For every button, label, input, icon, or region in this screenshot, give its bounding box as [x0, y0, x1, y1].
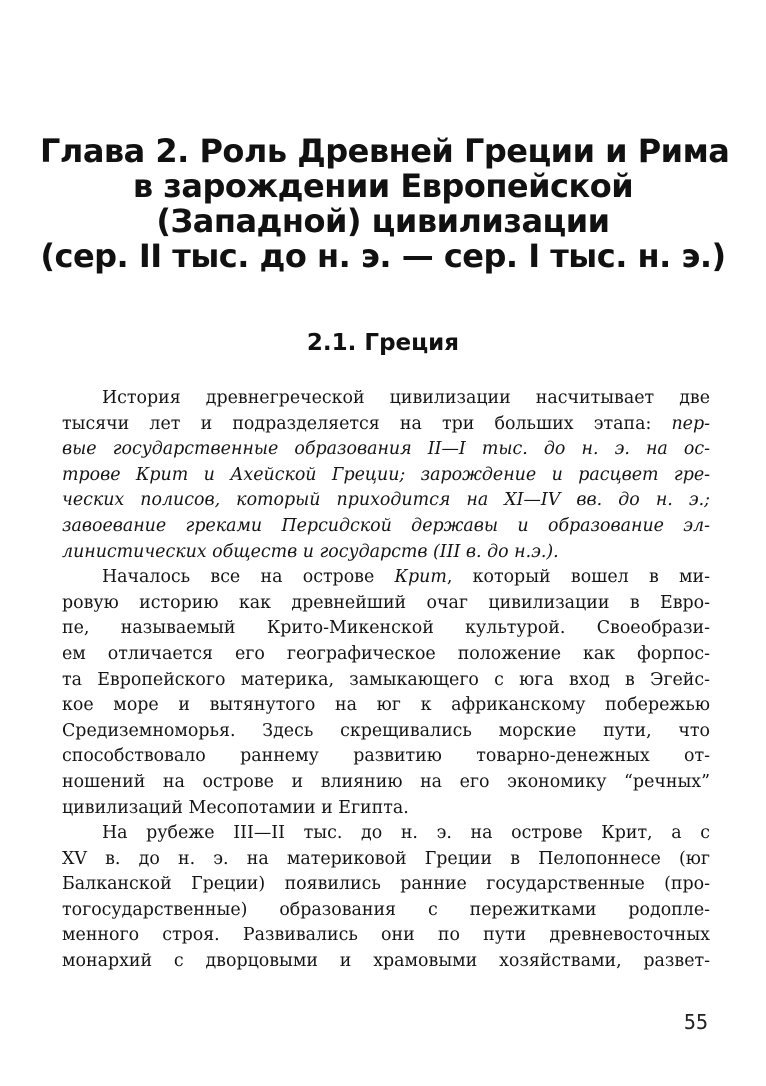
text-line: [62, 898, 710, 924]
text-span: Балканской Греции) появились ранние государственные (про-: [62, 874, 710, 895]
text-line: [62, 923, 710, 949]
text-line: [62, 693, 710, 719]
text-line: [62, 565, 710, 591]
text-line: [62, 437, 710, 463]
text-line: [62, 872, 710, 898]
italic-span: Крит: [394, 567, 447, 588]
italic-span: ческих полисов, который приходится на XI—IV вв. до н. э.;: [62, 490, 710, 511]
chapter-title-line: (Западной) цивилизации: [156, 202, 610, 240]
text-line: [62, 847, 710, 873]
text-line: [62, 412, 710, 438]
text-span: На рубеже III—II тыс. до н. э. на острове Крит, а с: [102, 823, 710, 844]
text-span: кое море и вытянутого на юг к африканскому побережью: [62, 695, 710, 716]
text-span: ем отличается его географическое положение как форпос-: [62, 643, 710, 664]
italic-span: трове Крит и Ахейской Греции; зарождение и расцвет гре-: [62, 464, 710, 485]
text-span: История древнегреческой цивилизации насчитывает две: [102, 388, 710, 408]
text-line: [62, 949, 710, 975]
text-line: [62, 386, 710, 412]
page-number: 55: [683, 1010, 708, 1034]
body-text: [62, 386, 710, 975]
text-span: менного строя. Развивались они по пути древневосточных: [62, 925, 710, 946]
text-span: ношений на острове и влиянию на его экономику “речных”: [62, 771, 710, 792]
text-span: та Европейского материка, замыкающего с юга вход в Эгейс-: [62, 669, 710, 690]
text-span: Средиземноморья. Здесь скрещивались морские пути, что: [62, 720, 710, 741]
text-line: [62, 821, 710, 847]
text-span: Началось все на острове: [102, 567, 395, 588]
text-line: [62, 514, 710, 540]
text-line: [62, 616, 710, 642]
text-line: [62, 642, 710, 668]
text-line: [62, 796, 710, 822]
text-span: XV в. до н. э. на материковой Греции в Пелопоннесе (юг: [62, 848, 710, 869]
text-span: тогосударственные) образования с пережитками родопле-: [62, 899, 710, 920]
text-span: тысячи лет и подразделяется на три больших этапа:: [62, 413, 672, 434]
text-line: [62, 744, 710, 770]
text-span: способствовало раннему развитию товарно-денежных от-: [62, 746, 710, 767]
text-line: [62, 463, 710, 489]
text-span: цивилизаций Месопотамии и Египта.: [62, 797, 409, 818]
italic-span: линистических обществ и государств (III в. до н.э.).: [62, 541, 559, 562]
text-line: [62, 719, 710, 745]
text-span: монархий с дворцовыми и храмовыми хозяйствами, развет-: [62, 951, 710, 972]
chapter-title: [40, 132, 730, 275]
text-span: ровую историю как древнейший очаг цивилизации в Евро-: [62, 592, 710, 613]
italic-span: вые государственные образования II—I тыс. до н. э. на ос-: [62, 439, 710, 460]
italic-span: пер-: [671, 413, 710, 434]
section-title: 2.1. Греция: [306, 330, 460, 356]
text-line: [62, 488, 710, 514]
chapter-title-line: в зарождении Европейской: [132, 167, 634, 205]
text-line: [62, 591, 710, 617]
text-line: [62, 770, 710, 796]
text-span: , который вошел в ми-: [446, 567, 710, 588]
italic-span: завоевание греками Персидской державы и образование эл-: [62, 515, 710, 536]
chapter-title-line: Глава 2. Роль Древней Греции и Рима: [40, 132, 730, 170]
text-line: [62, 668, 710, 694]
text-line: [62, 540, 710, 566]
text-span: пе, называемый Крито-Микенской культурой. Своеобрази-: [62, 618, 710, 639]
chapter-title-line: (сер. II тыс. до н. э. — сер. I тыс. н. э.): [40, 237, 726, 275]
